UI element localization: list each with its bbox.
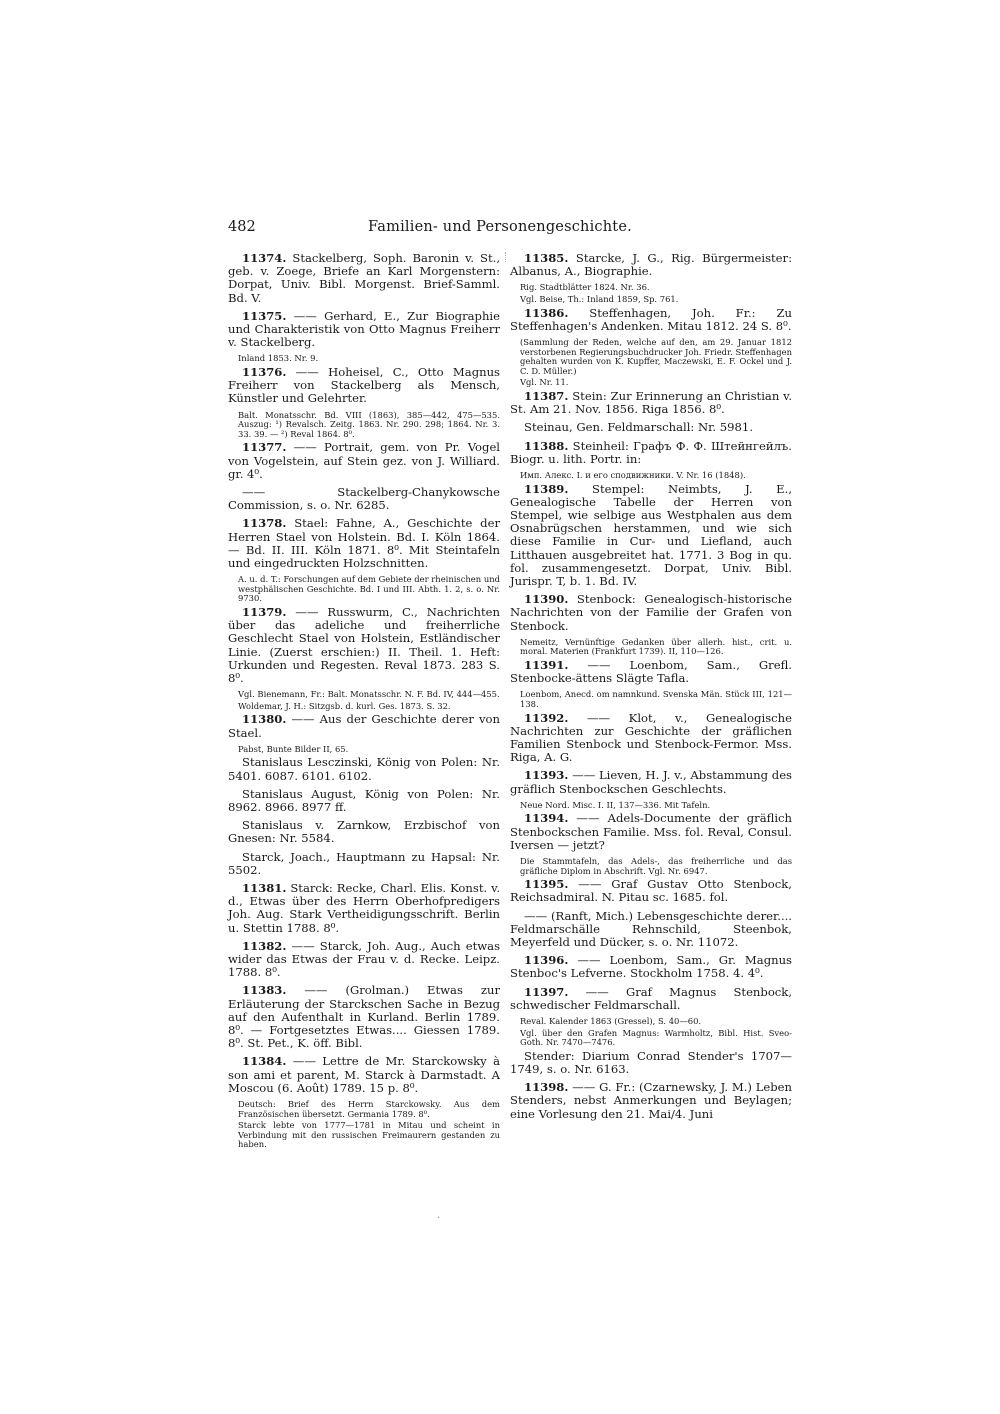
bibliography-entry xyxy=(510,659,792,685)
bibliography-entry xyxy=(510,986,792,1012)
bibliography-entry xyxy=(228,819,500,845)
bibliography-entry xyxy=(510,440,792,466)
entry-text: —— Portrait, gem. von Pr. Vogel von Vogelstein, auf Stein gez. von J. Williard. gr. 4⁰. xyxy=(228,440,501,481)
bibliography-entry xyxy=(510,769,792,795)
bibliography-entry xyxy=(510,812,792,852)
entry-note: Pabst, Bunte Bilder II, 65. xyxy=(238,743,349,754)
page-number: 482 xyxy=(228,219,256,235)
entry-number: 11387. xyxy=(524,388,569,403)
entry-number: 11385. xyxy=(524,251,569,265)
entry-text: Starck: Recke, Charl. Elis. Konst. v. d., Etwas über des Herrn Oberhofpredigers Joh. Aug. Stark Vertheidigungsschrift. Berlin u. Stettin 1788. 8⁰. xyxy=(228,881,501,935)
entry-number: 11391. xyxy=(524,658,569,672)
bibliography-entry xyxy=(510,421,792,434)
bibliography-entry xyxy=(510,1081,792,1121)
running-title: Familien- und Personengeschichte. xyxy=(368,219,632,235)
bibliography-entry xyxy=(510,390,792,416)
bibliography-entry xyxy=(228,788,500,814)
bibliography-entry xyxy=(228,713,500,739)
entry-text: —— (Ranft, Mich.) Lebensgeschichte derer.... Feldmarschälle Rehnschild, Steenbok, Meyerfeld und Dücker, s. o. Nr. 11072. xyxy=(510,908,792,950)
entry-text: Stael: Fahne, A., Geschichte der Herren Stael von Holstein. Bd. I. Köln 1864. — Bd. II. III. Köln 1871. 8⁰. Mit Steintafeln und eingedruckten Holzschnitten. xyxy=(228,516,500,571)
entry-note: Vgl. über den Grafen Magnus: Warmholtz, Bibl. Hist. Sveo-Goth. Nr. 7470—7476. xyxy=(520,1027,792,1048)
entry-text: Steffenhagen, Joh. Fr.: Zu Steffenhagen's Andenken. Mitau 1812. 24 S. 8⁰. xyxy=(510,305,793,333)
entry-number: 11386. xyxy=(524,305,569,320)
entry-number: 11377. xyxy=(242,440,287,455)
bibliography-entry xyxy=(510,1050,792,1076)
bibliography-entry xyxy=(228,1055,500,1095)
entry-text: Starck, Joach., Hauptmann zu Hapsal: Nr. 5502. xyxy=(228,849,500,877)
entry-note: Reval. Kalender 1863 (Gressel), S. 40—60. xyxy=(520,1016,702,1027)
entry-note: A. u. d. T.: Forschungen auf dem Gebiete der rheinischen und westphälischen Geschichte. Bd. I und III. Abth. 1. 2, s. o. Nr. 9730. xyxy=(238,574,500,604)
entry-note: Balt. Monatsschr. Bd. VIII (1863), 385—442, 475—535. Auszug: ¹) Revalsch. Zeitg. 1863. Nr. 290. 298; 1864. Nr. 3. 33. 39. — ²) Reval 1864. 8⁰. xyxy=(238,409,500,439)
bibliography-entry xyxy=(228,310,500,350)
entry-number: 11395. xyxy=(524,877,569,892)
bibliography-entry xyxy=(510,910,792,950)
entry-number: 11376. xyxy=(242,365,287,380)
entry-number: 11374. xyxy=(242,251,287,265)
entry-text: —— Loenbom, Sam., Gr. Magnus Stenboc's Lefverne. Stockholm 1758. 4. 4⁰. xyxy=(510,953,792,981)
entry-note: Vgl. Beise, Th.: Inland 1859, Sp. 761. xyxy=(520,294,679,304)
entry-note: Rig. Stadtblätter 1824. Nr. 36. xyxy=(520,282,650,293)
running-header xyxy=(228,219,792,239)
entry-text: Stackelberg, Soph. Baronin v. St., geb. v. Zoege, Briefe an Karl Morgenstern: Dorpat, Univ. Bibl. Morgenst. Brief-Samml. Bd. V. xyxy=(228,251,501,305)
column-divider xyxy=(505,252,506,262)
entry-text: Starcke, J. G., Rig. Bürgermeister: Albanus, A., Biographie. xyxy=(510,251,792,279)
entry-note: Vgl. Nr. 11. xyxy=(520,377,569,388)
entry-text: Stender: Diarium Conrad Stender's 1707—1749, s. o. Nr. 6163. xyxy=(510,1048,792,1077)
entry-number: 11398. xyxy=(524,1080,569,1095)
right-column xyxy=(510,252,792,1126)
entry-text: Steinau, Gen. Feldmarschall: Nr. 5981. xyxy=(524,420,753,435)
bibliography-entry xyxy=(228,940,500,980)
entry-note: Vgl. Bienemann, Fr.: Balt. Monatsschr. N. F. Bd. IV, 444—455. xyxy=(238,689,500,700)
bibliography-entry xyxy=(228,441,500,481)
bibliography-entry xyxy=(228,984,500,1050)
left-column xyxy=(228,252,500,1152)
entry-text: —— Lettre de Mr. Starckowsky à son ami et parent, M. Starck à Darmstadt. A Moscou (6. Août) 1789. 15 p. 8⁰. xyxy=(228,1054,500,1095)
entry-number: 11396. xyxy=(524,953,569,968)
entry-note: (Sammlung der Reden, welche auf den, am 29. Januar 1812 verstorbenen Regierungsbuchdrucker Joh. Friedr. Steffenhagen gehalten wurden von K. Kupffer, Maczewski, E. F. Ockel und J. C. D. Müller.) xyxy=(520,337,792,376)
entry-text: —— Aus der Geschichte derer von Stael. xyxy=(228,712,500,740)
bibliography-entry xyxy=(228,606,500,685)
entry-number: 11379. xyxy=(242,605,287,620)
entry-text: —— Lieven, H. J. v., Abstammung des gräflich Stenbockschen Geschlechts. xyxy=(510,768,793,796)
bibliography-entry xyxy=(510,483,792,589)
bibliography-entry xyxy=(228,882,500,935)
entry-note: Inland 1853. Nr. 9. xyxy=(238,353,319,364)
entry-text: —— Graf Magnus Stenbock, schwedischer Feldmarschall. xyxy=(510,984,792,1012)
entry-number: 11380. xyxy=(242,712,287,727)
entry-note: Nemeitz, Vernünftige Gedanken über allerh. hist., crit. u. moral. Materien (Frankfurt 1739). II, 110—126. xyxy=(520,636,792,657)
entry-text: —— Starck, Joh. Aug., Auch etwas wider das Etwas der Frau v. d. Recke. Leipz. 1788. 8⁰. xyxy=(228,938,501,980)
bibliography-entry xyxy=(510,954,792,980)
bibliography-entry xyxy=(228,851,500,877)
entry-text: Stanislaus v. Zarnkow, Erzbischof von Gnesen: Nr. 5584. xyxy=(228,818,500,846)
entry-number: 11383. xyxy=(242,983,287,998)
bibliography-entry xyxy=(228,517,500,570)
bibliography-entry xyxy=(228,366,500,406)
bibliography-entry xyxy=(228,756,500,782)
bibliography-entry xyxy=(510,712,792,765)
entry-text: —— Gerhard, E., Zur Biographie und Charakteristik von Otto Magnus Freiherr v. Stackelberg. xyxy=(228,308,501,350)
bibliography-entry xyxy=(510,878,792,904)
entry-text: Stenbock: Genealogisch-historische Nachrichten von der Familie der Grafen von Stenbock. xyxy=(510,592,793,633)
bibliography-entry xyxy=(228,252,500,305)
entry-text: —— Klot, v., Genealogische Nachrichten zur Geschichte der gräflichen Familien Stenbock und Stenbock-Fermor. Mss. Riga, A. G. xyxy=(510,710,792,765)
entry-note: Loenbom, Anecd. om namnkund. Svenska Män. Stück III, 121—138. xyxy=(520,689,792,709)
entry-number: 11382. xyxy=(242,938,287,953)
entry-text: Stempel: Neimbts, J. E., Genealogische Tabelle der Herren von Stempel, wie selbige aus Westphalen aus dem Osnabrügschen herstammen, und wie sich diese Familie in Cur- und Liefland, auch Litthauen ausgebreitet hat. 1771. 3 Bog in qu. fol. zusammengesetzt. Dorpat, Univ. Bibl. Jurispr. T, b. 1. Bd. IV. xyxy=(510,481,793,588)
entry-note: Имп. Алекс. I. и его сподвижники. V. Nr. 16 (1848). xyxy=(520,469,746,480)
entry-number: 11375. xyxy=(242,308,287,323)
entry-text: —— Hoheisel, C., Otto Magnus Freiherr von Stackelberg als Mensch, Künstler und Gelehrter. xyxy=(228,365,500,406)
entry-number: 11381. xyxy=(242,881,287,896)
entry-note: Die Stammtafeln, das Adels-, das freiherrliche und das gräfliche Diplom in Abschrift. Vgl. Nr. 6947. xyxy=(520,856,792,876)
entry-note: Starck lebte von 1777—1781 in Mitau und scheint in Verbindung mit den russischen Freimaurern gestanden zu haben. xyxy=(238,1120,500,1150)
entry-text: Stanislaus August, König von Polen: Nr. 8962. 8966. 8977 ff. xyxy=(228,786,500,815)
entry-text: —— Russwurm, C., Nachrichten über das adeliche und freiherrliche Geschlecht Stael von Holstein, Estländischer Linie. (Zuerst erschien:) II. Theil. 1. Heft: Urkunden und Regesten. Reval 1873. 283 S. 8⁰. xyxy=(228,605,500,686)
entry-note: Neue Nord. Misc. I. II, 137—336. Mit Tafeln. xyxy=(520,799,711,810)
entry-number: 11389. xyxy=(524,481,569,496)
entry-number: 11397. xyxy=(524,984,569,999)
entry-number: 11393. xyxy=(524,768,569,783)
entry-text: —— Graf Gustav Otto Stenbock, Reichsadmiral. N. Pitau sc. 1685. fol. xyxy=(510,877,792,905)
bibliography-entry xyxy=(228,486,500,512)
entry-number: 11388. xyxy=(524,438,569,453)
entry-text: —— (Grolman.) Etwas zur Erläuterung der Starckschen Sache in Bezug auf den Aufenthalt in Kurland. Berlin 1789. 8⁰. — Fortgesetztes Etwas.... Giessen 1789. 8⁰. St. Pet., K. öff. Bibl. xyxy=(228,983,500,1051)
entry-number: 11384. xyxy=(242,1054,287,1069)
bibliography-entry xyxy=(510,252,792,278)
entry-text: Steinheil: Графъ Ф. Ф. Штейнгейлъ. Biogr. u. lith. Portr. in: xyxy=(510,438,792,466)
entry-text: —— G. Fr.: (Czarnewsky, J. M.) Leben Stenders, nebst Anmerkungen und Beylagen; eine Vorlesung den 21. Mai/4. Juni xyxy=(510,1080,793,1121)
entry-text: —— Loenbom, Sam., Grefl. Stenbocke-ättens Slägte Tafla. xyxy=(510,658,792,686)
entry-note: Woldemar, J. H.: Sitzgsb. d. kurl. Ges. 1873. S. 32. xyxy=(238,700,451,711)
page-mark: · xyxy=(437,1213,441,1224)
bibliography-entry xyxy=(510,307,792,333)
entry-number: 11394. xyxy=(524,811,569,826)
entry-note: Deutsch: Brief des Herrn Starckowsky. Aus dem Französischen übersetzt. Germania 1789. 8⁰. xyxy=(238,1099,500,1119)
entry-number: 11390. xyxy=(524,592,569,607)
entry-number: 11392. xyxy=(524,710,569,725)
entry-text: —— Stackelberg-Chanykowsche Commission, s. o. Nr. 6285. xyxy=(228,485,500,513)
bibliography-entry xyxy=(510,593,792,633)
entry-text: Stein: Zur Erinnerung an Christian v. St. Am 21. Nov. 1856. Riga 1856. 8⁰. xyxy=(510,388,793,417)
entry-number: 11378. xyxy=(242,516,287,531)
entry-text: —— Adels-Documente der gräflich Stenbockschen Familie. Mss. fol. Reval, Consul. Iversen — jetzt? xyxy=(510,811,793,852)
entry-text: Stanislaus Lesczinski, König von Polen: Nr. 5401. 6087. 6101. 6102. xyxy=(228,755,500,783)
